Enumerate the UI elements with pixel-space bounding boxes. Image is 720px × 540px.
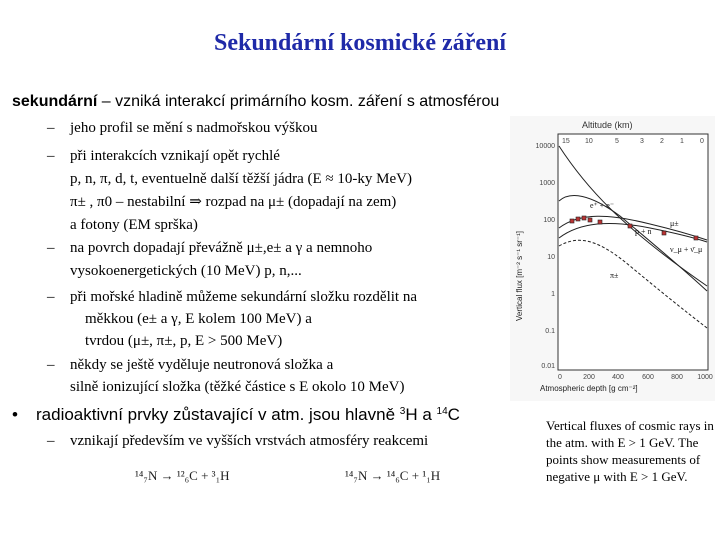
subitem-line: tvrdou (μ±, π±, p, E > 500 MeV) <box>70 333 283 349</box>
data-point <box>582 216 586 220</box>
y-tick: 100 <box>543 217 555 224</box>
dash-marker: – <box>47 120 55 136</box>
bullet-text: radioaktivní prvky zůstavající v atm. jsou hlavně <box>36 405 400 424</box>
lead-paragraph <box>12 93 499 111</box>
top-tick: 1 <box>680 138 684 145</box>
data-point <box>694 236 698 240</box>
x-tick: 600 <box>642 374 654 381</box>
slide-title: Sekundární kosmické záření <box>213 30 507 56</box>
bullet-text: C <box>447 405 460 424</box>
subitem-line: a fotony (EM sprška) <box>70 217 198 233</box>
superscript: 14 <box>436 406 448 417</box>
bullet-text: H a <box>405 405 437 424</box>
data-point <box>588 218 592 222</box>
dash-marker: – <box>47 148 55 164</box>
y-axis-label: Vertical flux [m⁻² s⁻¹ sr⁻¹] <box>515 230 524 321</box>
curve-label: ν_μ + ν̄_μ <box>670 245 703 254</box>
dash-marker: – <box>47 289 55 305</box>
x-tick: 800 <box>671 374 683 381</box>
curve-label: p + n <box>635 227 652 236</box>
x-tick: 0 <box>558 374 562 381</box>
subitem-line: někdy se ještě vyděluje neutronová složka a <box>70 357 334 373</box>
curve-label: π± <box>610 271 619 280</box>
data-point <box>576 217 580 221</box>
subitem-line: vysokoenergetických (10 MeV) p, n,... <box>70 263 302 279</box>
data-point <box>628 224 632 228</box>
subitem-line: π± , π0 – nestabilní ⇒ rozpad na μ± (dopadají na zem) <box>70 194 397 210</box>
reaction-right: ¹⁴₇N → ¹⁴₆C + ¹₁H <box>345 468 441 483</box>
dash-marker: – <box>47 357 55 373</box>
subitem-line: p, n, π, d, t, eventuelně další těžší jádra (E ≈ 10-ky MeV) <box>70 171 412 187</box>
x-tick: 1000 <box>697 374 713 381</box>
subitem-line: jeho profil se mění s nadmořskou výškou <box>70 120 318 136</box>
y-tick: 0.01 <box>541 363 555 370</box>
y-tick: 1 <box>551 291 555 298</box>
lead-text: – vzniká interakcí primárního kosm. záření s atmosférou <box>97 93 500 110</box>
top-tick: 5 <box>615 138 619 145</box>
x-tick: 400 <box>612 374 624 381</box>
top-tick: 10 <box>585 138 593 145</box>
y-tick: 0.1 <box>545 328 555 335</box>
subitem-line: měkkou (e± a γ, E kolem 100 MeV) a <box>70 311 312 327</box>
curve-label: μ± <box>670 219 679 228</box>
top-axis-label: Altitude (km) <box>582 120 633 130</box>
y-tick: 10 <box>547 254 555 261</box>
bullet-radioactive <box>12 405 460 425</box>
subitem-line: při interakcích vznikají opět rychlé <box>70 148 280 164</box>
top-tick: 2 <box>660 138 664 145</box>
figure-caption: Vertical fluxes of cosmic rays in the atm. with E > 1 GeV. The points show measurements of negative μ with E > 1 GeV. <box>546 418 714 484</box>
top-tick: 15 <box>562 138 570 145</box>
superscript: 3 <box>399 406 406 417</box>
dash-marker: – <box>47 240 55 256</box>
data-point <box>662 231 666 235</box>
lead-bold-term: sekundární <box>12 93 98 110</box>
curve-label: e⁺ + e⁻ <box>590 201 615 210</box>
subitem-line: při mořské hladině můžeme sekundární složku rozdělit na <box>70 289 417 305</box>
reaction-left: ¹⁴₇N → ¹²₆C + ³₁H <box>135 468 230 483</box>
x-tick: 200 <box>583 374 595 381</box>
data-point <box>598 220 602 224</box>
data-point <box>570 219 574 223</box>
y-tick: 1000 <box>539 180 555 187</box>
top-tick: 3 <box>640 138 644 145</box>
bullet-marker: • <box>12 405 18 424</box>
subitem-line: na povrch dopadají převážně μ±,e± a γ a nemnoho <box>70 240 373 256</box>
subitem-line: vznikají především ve vyšších vrstvách atmosféry reakcemi <box>70 433 429 449</box>
subitem-line: silně ionizující složka (těžké částice s E okolo 10 MeV) <box>70 379 405 395</box>
dash-marker: – <box>47 433 55 449</box>
y-tick: 10000 <box>535 143 555 150</box>
x-axis-label: Atmospheric depth [g cm⁻²] <box>540 384 638 393</box>
flux-figure <box>510 116 715 401</box>
top-tick: 0 <box>700 138 704 145</box>
